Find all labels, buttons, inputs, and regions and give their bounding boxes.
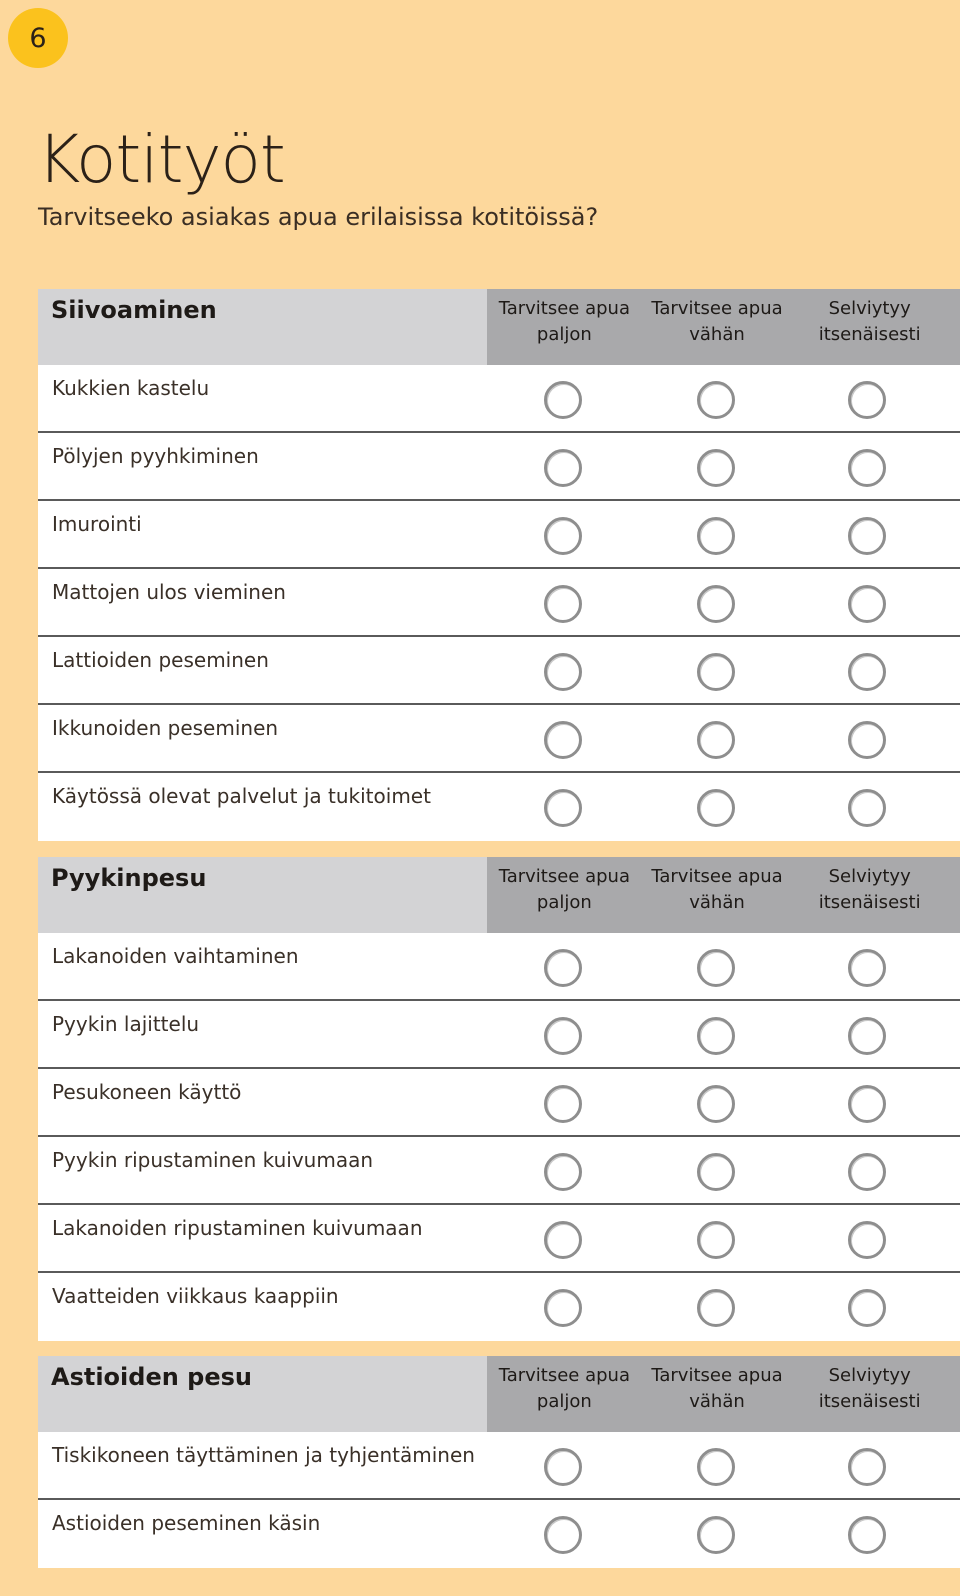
radio-option-2[interactable] (697, 789, 735, 827)
radio-option-3[interactable] (848, 653, 886, 691)
column-header-line2: vähän (689, 892, 745, 913)
radio-option-3[interactable] (848, 449, 886, 487)
radio-option-2[interactable] (697, 1153, 735, 1191)
column-header-3 (794, 1356, 960, 1432)
radio-option-3[interactable] (848, 1221, 886, 1259)
radio-option-3[interactable] (848, 1448, 886, 1486)
radio-option-1[interactable] (544, 949, 582, 987)
radio-option-2[interactable] (697, 653, 735, 691)
radio-option-2[interactable] (697, 949, 735, 987)
table-row (38, 705, 960, 773)
table-row (38, 637, 960, 705)
section-header (38, 857, 960, 933)
table-row (38, 1137, 960, 1205)
column-header-1 (489, 1356, 640, 1432)
column-header-line1: Selviytyy (828, 298, 911, 319)
radio-option-2[interactable] (697, 585, 735, 623)
radio-option-2[interactable] (697, 721, 735, 759)
section-3 (38, 1356, 960, 1568)
column-header-line1: Selviytyy (828, 866, 911, 887)
radio-option-2[interactable] (697, 1516, 735, 1554)
section-1 (38, 289, 960, 841)
radio-option-1[interactable] (544, 653, 582, 691)
table-row (38, 1205, 960, 1273)
column-header-1 (489, 289, 640, 365)
column-header-line1: Selviytyy (828, 1365, 911, 1386)
radio-option-2[interactable] (697, 1017, 735, 1055)
column-header-3 (794, 289, 960, 365)
table-row (38, 1001, 960, 1069)
column-header-2 (642, 289, 793, 365)
table-row (38, 501, 960, 569)
column-header-line1: Tarvitsee apua (498, 866, 630, 887)
radio-option-3[interactable] (848, 1017, 886, 1055)
table-row (38, 933, 960, 1001)
column-header-line1: Tarvitsee apua (498, 1365, 630, 1386)
radio-option-3[interactable] (848, 1153, 886, 1191)
column-header-line2: paljon (536, 1391, 592, 1412)
radio-option-1[interactable] (544, 1153, 582, 1191)
table-row (38, 773, 960, 841)
radio-option-1[interactable] (544, 721, 582, 759)
section-title: Siivoaminen (38, 289, 487, 365)
radio-option-3[interactable] (848, 789, 886, 827)
row-label: Imurointi (52, 512, 142, 536)
row-label: Pesukoneen käyttö (52, 1080, 242, 1104)
column-header-line1: Tarvitsee apua (498, 298, 630, 319)
row-label: Tiskikoneen täyttäminen ja tyhjentäminen (52, 1443, 475, 1467)
radio-option-1[interactable] (544, 1448, 582, 1486)
table-row (38, 569, 960, 637)
column-header-line2: itsenäisesti (818, 1391, 921, 1412)
page-title: Kotityöt (37, 121, 285, 198)
table-row (38, 1432, 960, 1500)
table-row (38, 1069, 960, 1137)
section-title: Astioiden pesu (38, 1356, 487, 1432)
column-header-line2: itsenäisesti (818, 892, 921, 913)
radio-option-3[interactable] (848, 1085, 886, 1123)
radio-option-2[interactable] (697, 517, 735, 555)
radio-option-3[interactable] (848, 1516, 886, 1554)
column-header-line1: Tarvitsee apua (651, 298, 783, 319)
row-label: Käytössä olevat palvelut ja tukitoimet (52, 784, 431, 808)
radio-option-3[interactable] (848, 381, 886, 419)
column-header-line2: paljon (536, 324, 592, 345)
page-number-badge: 6 (8, 8, 68, 68)
radio-option-1[interactable] (544, 381, 582, 419)
column-header-3 (794, 857, 960, 933)
radio-option-2[interactable] (697, 1085, 735, 1123)
page-subtitle: Tarvitseeko asiakas apua erilaisissa kotitöissä? (38, 203, 599, 231)
radio-option-1[interactable] (544, 1516, 582, 1554)
row-label: Mattojen ulos vieminen (52, 580, 286, 604)
section-2 (38, 857, 960, 1341)
radio-option-2[interactable] (697, 381, 735, 419)
row-label: Lakanoiden vaihtaminen (52, 944, 299, 968)
row-label: Lattioiden peseminen (52, 648, 269, 672)
radio-option-2[interactable] (697, 1221, 735, 1259)
column-header-2 (642, 1356, 793, 1432)
section-header (38, 1356, 960, 1432)
column-header-line2: itsenäisesti (818, 324, 921, 345)
column-header-line2: paljon (536, 892, 592, 913)
row-label: Pölyjen pyyhkiminen (52, 444, 259, 468)
row-label: Pyykin lajittelu (52, 1012, 200, 1036)
section-header (38, 289, 960, 365)
radio-option-3[interactable] (848, 1289, 886, 1327)
radio-option-1[interactable] (544, 1221, 582, 1259)
radio-option-2[interactable] (697, 1448, 735, 1486)
radio-option-3[interactable] (848, 949, 886, 987)
row-label: Pyykin ripustaminen kuivumaan (52, 1148, 374, 1172)
row-label: Vaatteiden viikkaus kaappiin (52, 1284, 339, 1308)
radio-option-3[interactable] (848, 721, 886, 759)
table-row (38, 1273, 960, 1341)
radio-option-1[interactable] (544, 1085, 582, 1123)
column-header-line1: Tarvitsee apua (651, 1365, 783, 1386)
column-header-2 (642, 857, 793, 933)
radio-option-1[interactable] (544, 585, 582, 623)
row-label: Lakanoiden ripustaminen kuivumaan (52, 1216, 423, 1240)
row-label: Ikkunoiden peseminen (52, 716, 279, 740)
radio-option-1[interactable] (544, 789, 582, 827)
radio-option-3[interactable] (848, 517, 886, 555)
row-label: Astioiden peseminen käsin (52, 1511, 321, 1535)
radio-option-1[interactable] (544, 1017, 582, 1055)
table-row (38, 433, 960, 501)
section-title: Pyykinpesu (38, 857, 487, 933)
column-header-line2: vähän (689, 1391, 745, 1412)
row-label: Kukkien kastelu (52, 376, 210, 400)
table-row (38, 365, 960, 433)
column-header-1 (489, 857, 640, 933)
radio-option-1[interactable] (544, 517, 582, 555)
radio-option-1[interactable] (544, 449, 582, 487)
column-header-line2: vähän (689, 324, 745, 345)
radio-option-2[interactable] (697, 1289, 735, 1327)
table-row (38, 1500, 960, 1568)
radio-option-1[interactable] (544, 1289, 582, 1327)
radio-option-3[interactable] (848, 585, 886, 623)
column-header-line1: Tarvitsee apua (651, 866, 783, 887)
radio-option-2[interactable] (697, 449, 735, 487)
